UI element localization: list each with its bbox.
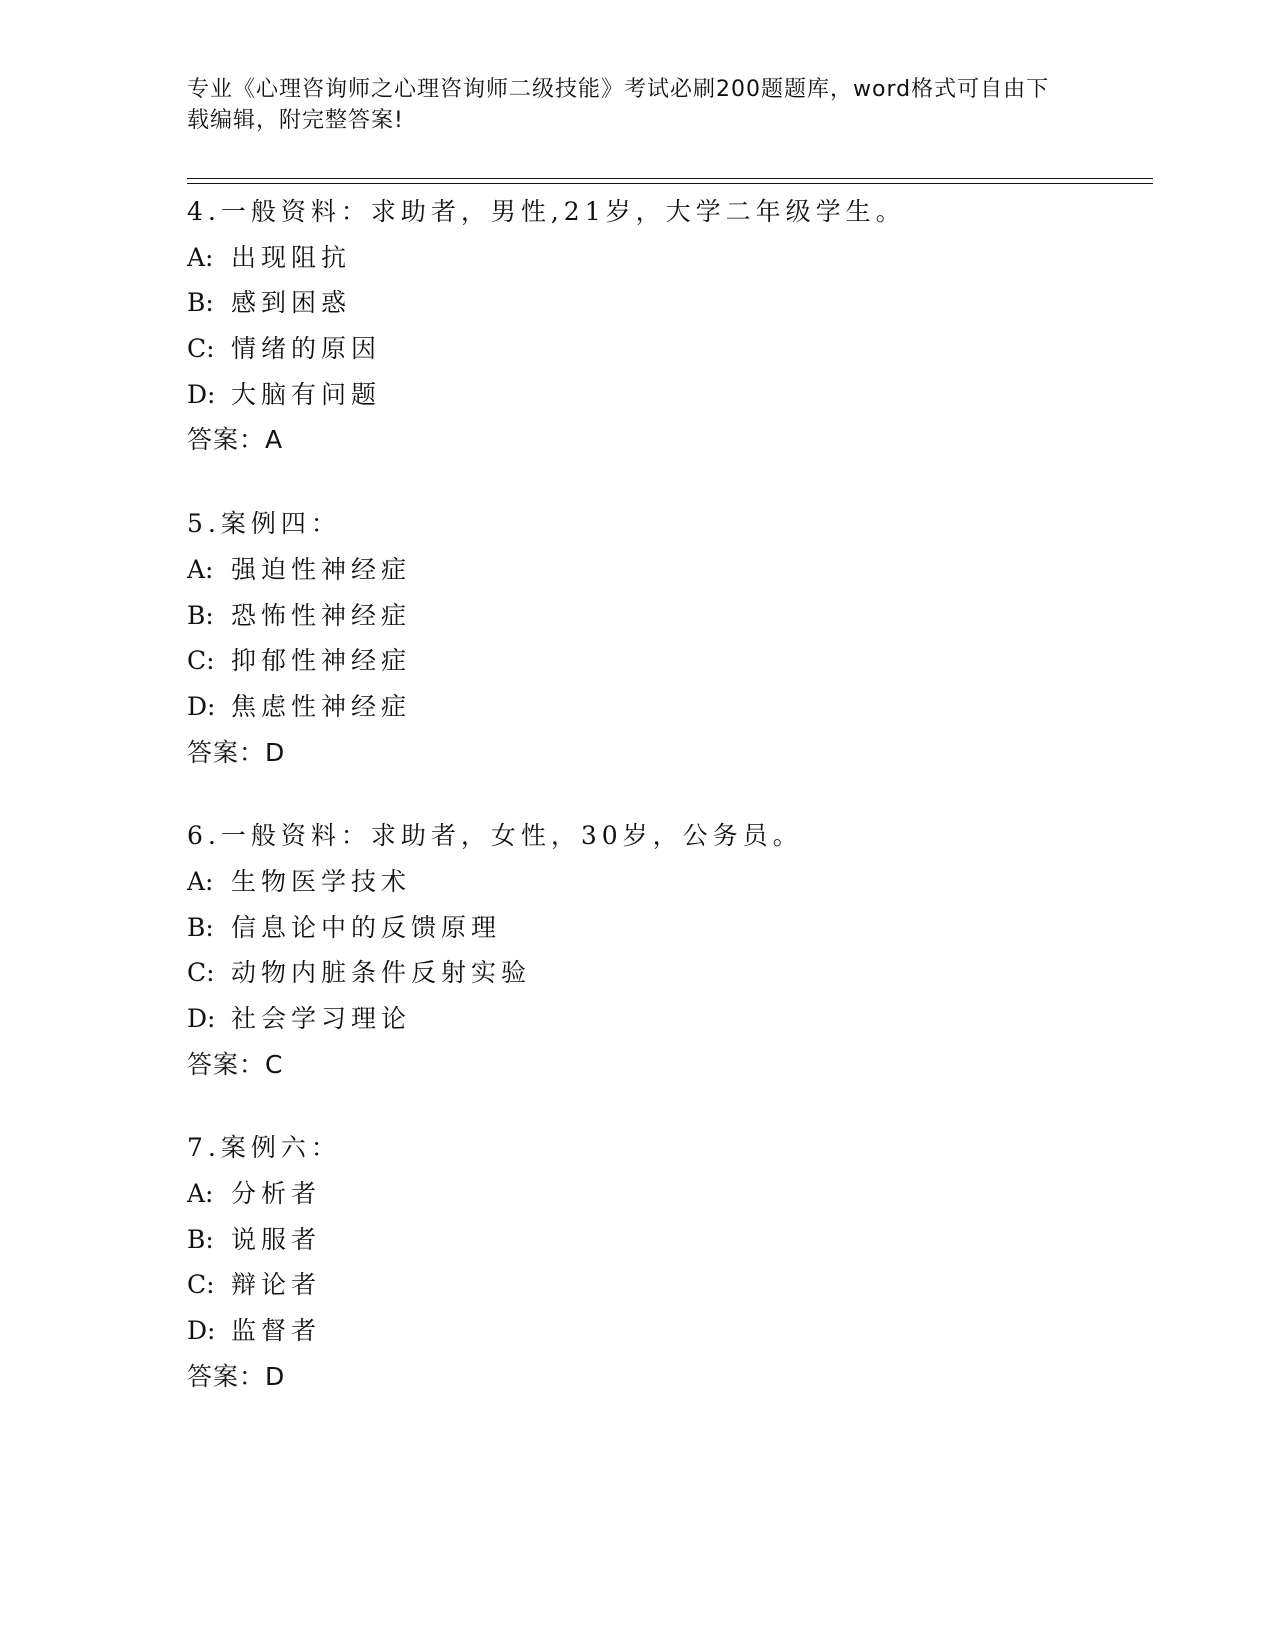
option-d [187, 1308, 1147, 1354]
option-label: D: [187, 379, 216, 409]
question-5 [187, 501, 1147, 775]
option-label: C: [187, 646, 215, 676]
question-stem: 5.案例四： [187, 509, 341, 539]
option-label: D: [187, 1316, 216, 1346]
option-text: 信息论中的反馈原理 [231, 912, 502, 942]
option-text: 焦虑性神经症 [231, 691, 412, 721]
option-label: C: [187, 334, 215, 364]
question-stem: 7.案例六： [187, 1133, 341, 1163]
option-text: 社会学习理论 [231, 1004, 412, 1033]
header-divider-top [187, 178, 1153, 179]
option-text: 抑郁性神经症 [231, 646, 412, 676]
option-a [187, 235, 1147, 281]
option-d [187, 996, 1147, 1042]
answer-line: 答案：D [187, 1361, 286, 1391]
option-label: A: [187, 554, 214, 584]
option-label: A: [187, 1179, 214, 1209]
option-label: D: [187, 691, 216, 721]
option-a [187, 547, 1147, 593]
option-label: A: [187, 866, 214, 896]
option-text: 辩论者 [231, 1270, 322, 1300]
question-7 [187, 1125, 1147, 1399]
option-b [187, 593, 1147, 639]
option-b [187, 1217, 1147, 1263]
document-header: 专业《心理咨询师之心理咨询师二级技能》考试必刷200题题库，word格式可自由下载编辑，附完整答案! [187, 77, 1050, 133]
answer-line: 答案：D [187, 737, 286, 767]
option-label: A: [187, 242, 214, 272]
option-label: B: [187, 912, 214, 942]
question-6 [187, 813, 1147, 1087]
option-text: 情绪的原因 [231, 334, 382, 364]
question-4 [187, 189, 1147, 463]
option-text: 感到困惑 [231, 288, 352, 318]
option-text: 监督者 [231, 1316, 322, 1346]
option-c [187, 638, 1147, 684]
option-a [187, 859, 1147, 905]
option-text: 大脑有问题 [231, 379, 382, 409]
option-text: 生物医学技术 [231, 866, 412, 896]
answer-line: 答案：C [187, 1049, 284, 1079]
option-label: C: [187, 1270, 215, 1300]
option-label: B: [187, 288, 214, 318]
option-text: 动物内脏条件反射实验 [231, 958, 532, 988]
question-list [187, 189, 1147, 1438]
option-d [187, 684, 1147, 730]
header-divider-bottom [187, 183, 1153, 184]
option-text: 出现阻抗 [231, 242, 352, 272]
option-text: 强迫性神经症 [231, 554, 412, 584]
option-label: B: [187, 600, 214, 630]
option-label: B: [187, 1224, 214, 1254]
option-c [187, 1262, 1147, 1308]
option-c [187, 326, 1147, 372]
question-stem: 6.一般资料：求助者，女性，30岁，公务员。 [187, 821, 803, 851]
answer-line: 答案：A [187, 425, 284, 455]
option-text: 恐怖性神经症 [231, 600, 412, 630]
question-stem: 4.一般资料：求助者，男性,21岁，大学二年级学生。 [187, 197, 906, 226]
option-text: 说服者 [231, 1224, 322, 1254]
option-b [187, 280, 1147, 326]
option-text: 分析者 [231, 1179, 322, 1209]
option-c [187, 950, 1147, 996]
option-b [187, 905, 1147, 951]
option-label: C: [187, 958, 215, 988]
option-label: D: [187, 1004, 216, 1033]
option-d [187, 372, 1147, 418]
option-a [187, 1171, 1147, 1217]
